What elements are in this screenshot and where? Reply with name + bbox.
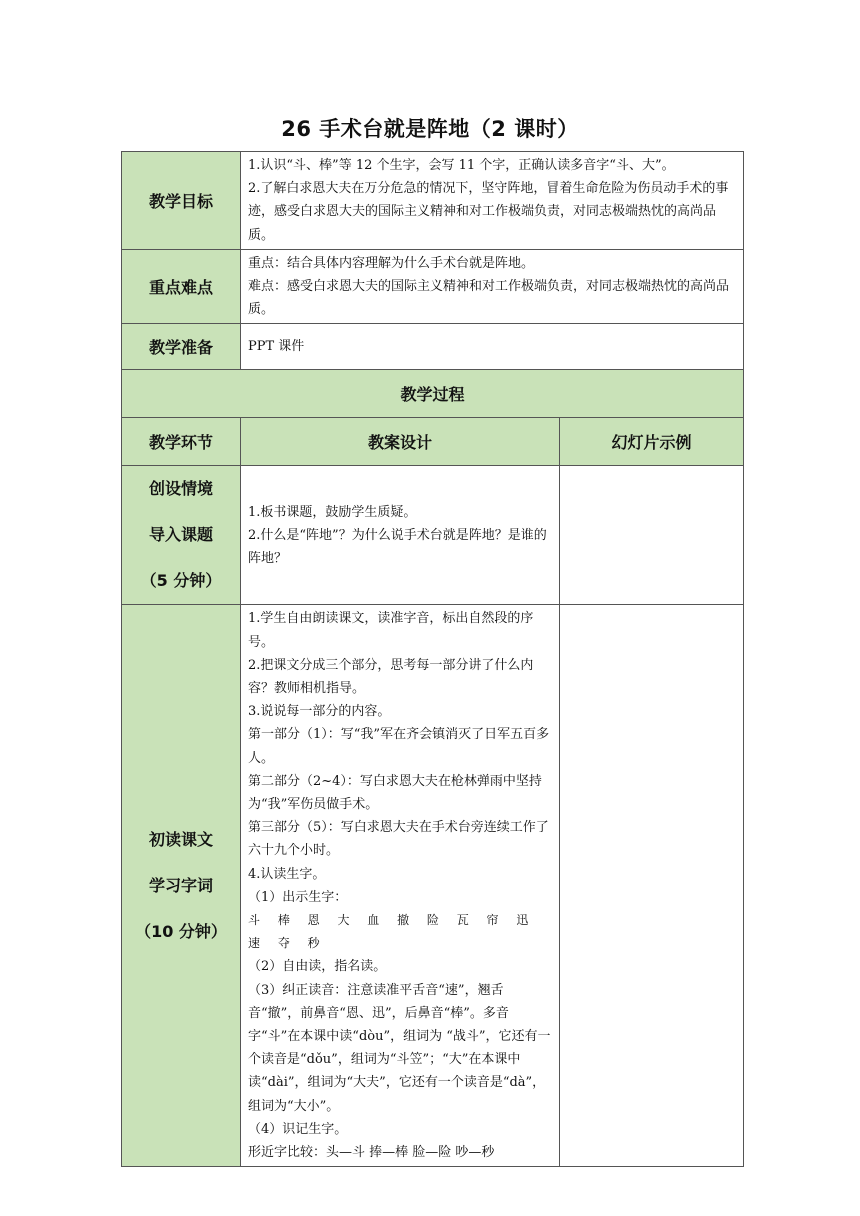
design-line: （4）识记生字。 [248,1121,348,1137]
key-points-content [241,249,744,324]
column-header-design: 教案设计 [241,418,560,466]
lesson-plan-table [121,151,744,1167]
stage-line: 创设情境 [148,479,213,499]
objectives-content [241,152,744,250]
preparation-label: 教学准备 [122,324,241,370]
section-stage-intro [122,466,241,605]
section-row-reading [122,605,744,1167]
stage-line: 初读课文 [148,829,213,849]
key-points-label: 重点难点 [122,249,241,324]
objectives-line-1: 1.认识“斗、棒”等 12 个生字，会写 11 个字，正确认读多音字“斗、大”。 [248,158,675,173]
design-line: 第二部分（2~4）：写白求恩大夫在枪林弹雨中坚持为“我”军伤员做手术。 [248,773,542,813]
objectives-label: 教学目标 [122,152,241,250]
design-line: 第一部分（1）：写“我”军在齐会镇消灭了日军五百多人。 [248,727,550,766]
stage-line: 学习字词 [148,875,213,895]
design-line: 1.板书课题，鼓励学生质疑。 [248,504,417,520]
stage-line: （5 分钟） [140,571,222,591]
objectives-row [122,152,744,250]
key-point-line-1: 重点：结合具体内容理解为什么手术台就是阵地。 [248,255,535,271]
design-line: 4.认读生字。 [248,866,326,882]
design-line: 2.什么是“阵地”？为什么说手术台就是阵地？是谁的阵地？ [248,527,547,567]
section-design-intro [241,466,560,605]
key-point-line-2: 难点：感受白求恩大夫的国际主义精神和对工作极端负责，对同志极端热忱的高尚品质。 [248,279,730,318]
column-header-slide: 幻灯片示例 [560,418,744,466]
stage-line: 导入课题 [148,525,213,545]
section-row-intro [122,466,744,605]
column-header-stage: 教学环节 [122,418,241,466]
design-line: 3.说说每一部分的内容。 [248,704,391,720]
section-design-reading [241,605,560,1167]
document-title: 26 手术台就是阵地（2 课时） [281,117,579,141]
section-slide-intro [560,466,744,605]
design-line: （1）出示生字： [248,889,348,905]
preparation-value: PPT 课件 [241,324,744,370]
design-line: 2.把课文分成三个部分，思考每一部分讲了什么内容？教师相机指导。 [248,657,534,697]
design-line: 1.学生自由朗读课文，读准字音，标出自然段的序号。 [248,611,534,650]
key-points-row [122,249,744,324]
design-line: 形近字比较：头—斗 捧—棒 脸—险 吵—秒 [248,1145,495,1161]
preparation-row [122,324,744,370]
new-characters-line: 斗 棒 恩 大 血 撤 险 瓦 帘 迅 速 夺 秒 [248,913,536,951]
objectives-line-2: 2.了解白求恩大夫在万分危急的情况下，坚守阵地，冒着生命危险为伤员动手术的事迹，感受白求恩大夫的国际主义精神和对工作极端负责，对同志极端热忱的高尚品质。 [248,181,729,243]
section-stage-reading [122,605,241,1167]
design-line: （3）纠正读音：注意读准平舌音“速”，翘舌音“撤”，前鼻音“恩、迅”，后鼻音“棒”。多音字“斗”在本课中读“dòu”，组词为 “战斗”，它还有一个读音是“dǒu”，组词为“斗笠”；“大”在本课中读“dài”，组词为“大夫”，它还有一个读音是“dà”，组词为“大小”。 [248,982,551,1114]
design-line: （2）自由读，指名读。 [248,959,387,975]
section-slide-reading [560,605,744,1167]
stage-line: （10 分钟） [135,921,227,941]
column-header-row [122,418,744,466]
process-heading-row [122,370,744,418]
design-line: 第三部分（5）：写白求恩大夫在手术台旁连续工作了六十九个小时。 [248,820,549,859]
process-heading: 教学过程 [122,370,744,418]
